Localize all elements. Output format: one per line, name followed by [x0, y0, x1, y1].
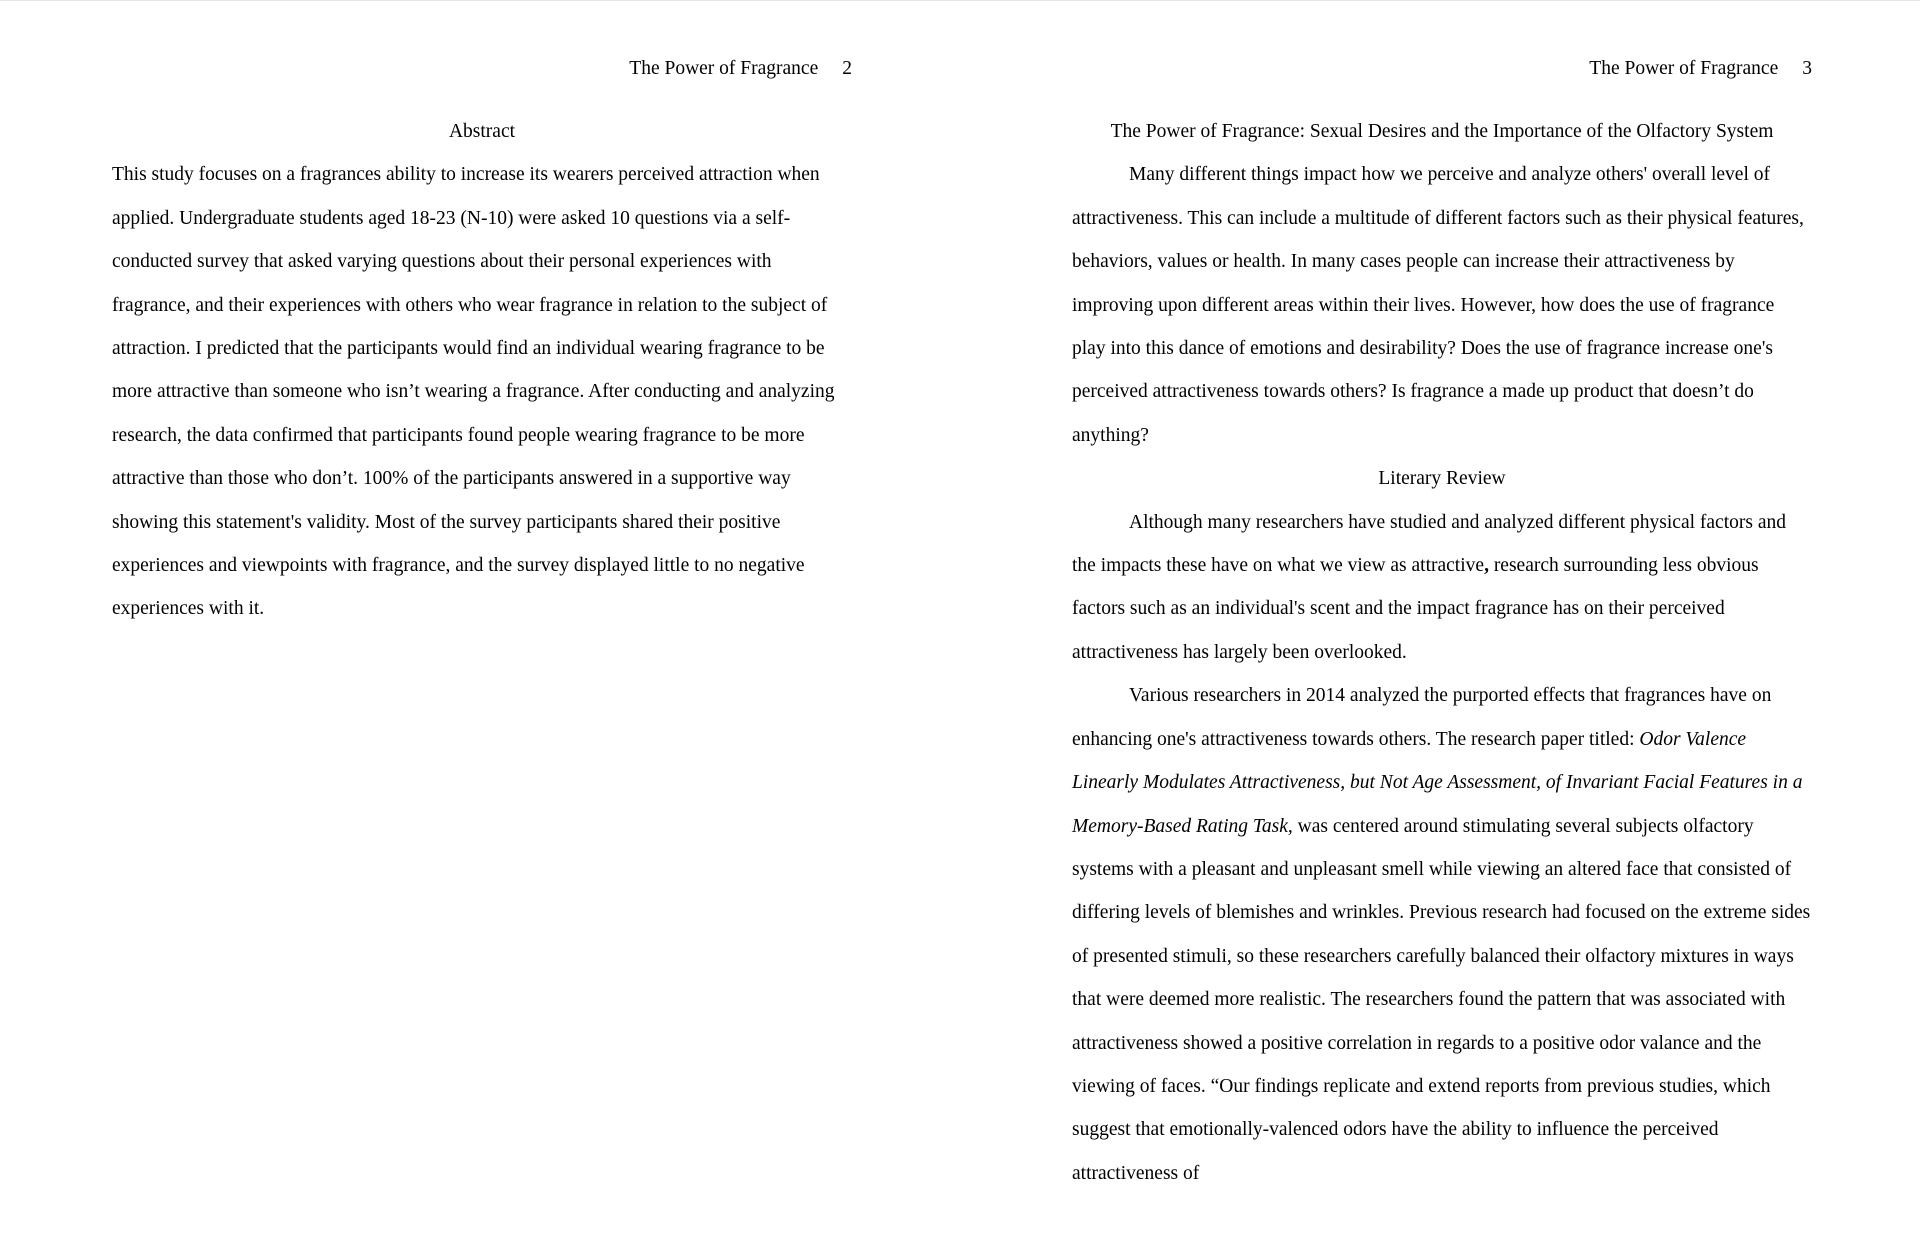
abstract-heading: Abstract — [448, 121, 516, 142]
cited-paper-title: Odor Valence Linearly Modulates Attractiveness, but Not Age Assessment, of Invariant Facial Features in a Memory-Based Rating Task, — [1072, 728, 1803, 837]
page-number: 2 — [842, 58, 852, 79]
running-head-title: The Power of Fragrance — [629, 58, 819, 79]
page-body — [112, 110, 852, 631]
review-paragraph-2 — [1072, 674, 1812, 1195]
page-3 — [1072, 1, 1812, 1243]
review-paragraph-2-text-a: Various researchers in 2014 analyzed the purported effects that fragrances have on enhancing one's attractiveness towards others. The research paper titled: — [1072, 685, 1772, 750]
running-head — [1072, 57, 1812, 81]
literary-review-heading: Literary Review — [1378, 468, 1506, 490]
page-body — [1072, 110, 1812, 1195]
review-paragraph-1-text-a: Although many researchers have studied and analyzed different physical factors and the impacts these have on what we view as attractive — [1072, 511, 1786, 577]
abstract-paragraph: This study focuses on a fragrances ability to increase its wearers perceived attraction when applied. Undergraduate students aged 18-23 (N-10) were asked 10 questions via a self-conducted survey that asked varying questions about their personal experiences with fragrance, and their experiences with others who wear fragrance in relation to the subject of attraction. I predicted that the participants would find an individual wearing fragrance to be more attractive than someone who isn’t wearing a fragrance. After conducting and analyzing research, the data confirmed that participants found people wearing fragrance to be more attractive than those who don’t. 100% of the participants answered in a supportive way showing this statement's validity. Most of the survey participants shared their positive experiences and viewpoints with fragrance, and the survey displayed little to no negative experiences with it. — [112, 164, 835, 620]
review-paragraph-1-comma: , — [1484, 555, 1489, 577]
paper-title: The Power of Fragrance: Sexual Desires and the Importance of the Olfactory System — [1110, 121, 1774, 142]
running-head-title: The Power of Fragrance — [1589, 58, 1779, 79]
review-paragraph-1 — [1072, 501, 1812, 675]
review-paragraph-2-text-b: was centered around stimulating several subjects olfactory systems with a pleasant and unpleasant smell while viewing an altered face that consisted of differing levels of blemishes and wrinkles. Previous research had focused on the extreme sides of presented stimuli, so these researchers carefully balanced their olfactory mixtures in ways that were deemed more realistic. The researchers found the pattern that was associated with attractiveness showed a positive correlation in regards to a positive odor valance and the viewing of faces. “Our findings replicate and extend reports from previous studies, which suggest that emotionally-valenced odors have the ability to influence the perceived attractiveness of — [1072, 815, 1811, 1184]
page-number: 3 — [1802, 58, 1812, 79]
intro-paragraph: Many different things impact how we perceive and analyze others' overall level of attractiveness. This can include a multitude of different factors such as their physical features, behaviors, values or health. In many cases people can increase their attractiveness by improving upon different areas within their lives. However, how does the use of fragrance play into this dance of emotions and desirability? Does the use of fragrance increase one's perceived attractiveness towards others? Is fragrance a made up product that doesn’t do anything? — [1072, 164, 1804, 446]
page-2 — [112, 1, 852, 1243]
running-head — [112, 57, 852, 81]
review-paragraph-1-text-b: research surrounding less obvious factors such as an individual's scent and the impact fragrance has on their perceived attractiveness has largely been overlooked. — [1072, 555, 1759, 663]
